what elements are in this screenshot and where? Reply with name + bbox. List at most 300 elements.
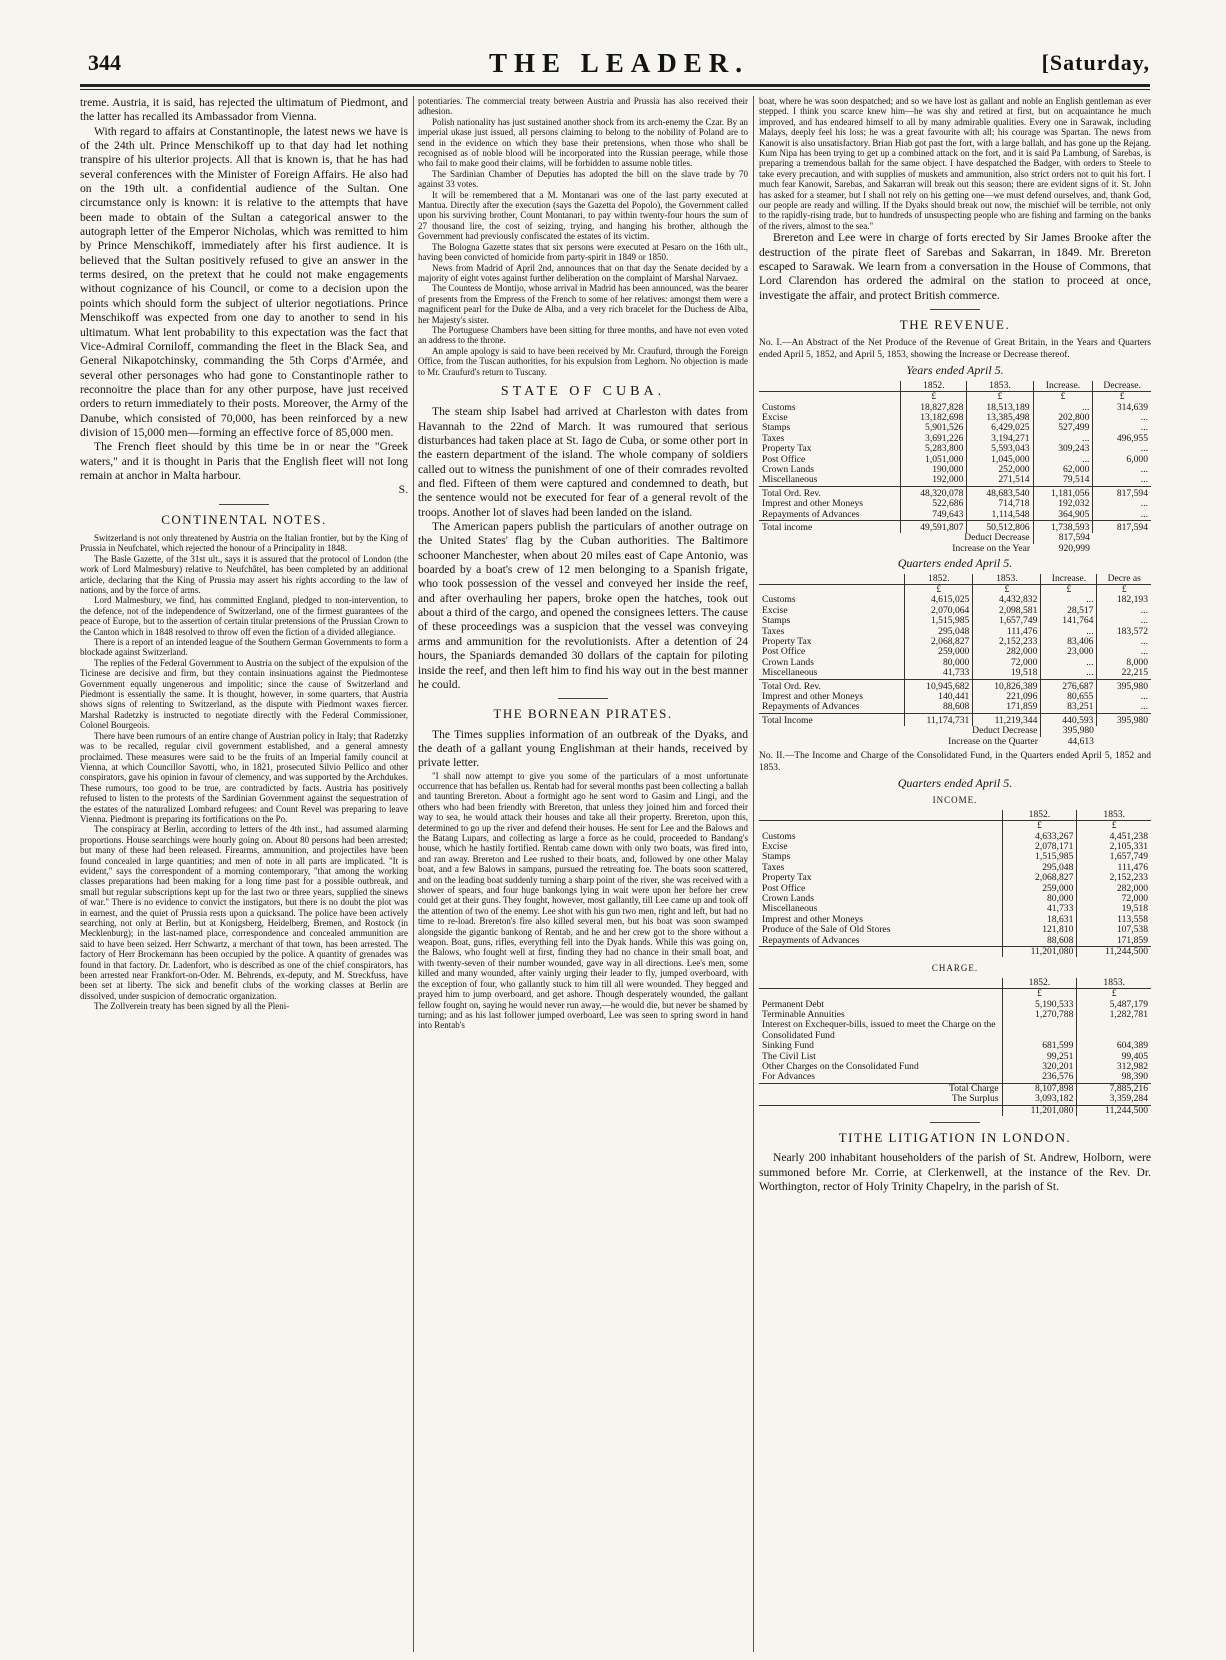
unit-cell <box>759 821 1002 832</box>
cell: 4,615,025 <box>905 595 973 605</box>
cell: ... <box>1041 668 1097 679</box>
table-row <box>759 873 1151 883</box>
table-row <box>759 1041 1151 1051</box>
column-rule <box>753 96 754 1652</box>
cell: 282,000 <box>1077 884 1151 894</box>
paragraph: The Sardinian Chamber of Deputies has adopted the bill on the slave trade by 70 against 33 votes. <box>418 168 748 190</box>
row-label: Produce of the Sale of Old Stores <box>762 924 891 936</box>
page-number: 344 <box>88 50 121 75</box>
paragraph: boat, where he was soon despatched; and so we have lost as gallant and noble an English gentleman as ever stepped. I think you scarce knew him—he was shy and retired at first, but on acquaintance he much improved, and has endeared himself to all by many admirable qualities. Every one in Sarawak, including Malays, deeply feel his loss; he was a great favourite with all; his courage was Spartan. The news from Kanowit is also unsatisfactory. Brian Hiab got past the fort, with a large ballah, and has gone up the Rejang. Kum Nipa has been trying to get up a combined attack on the fort, and it is said Pa Lambung, of Sarebas, is preparing a tremendous ballah for the same object. I have despatched the Badger, with orders to Steele to take every precaution, and with supplies of muskets and ammunition, also strict orders not to quit his fort. I much fear Kanowit, Sarebas, and Sakarran will break out this season; there are evident signs of it. St. John has asked for a steamer, but I shall not rely on his getting one—we must defend ourselves, and, thank God, our people are ready and willing. If the Dyaks should break out now, the mischief will be terrible, not only to the rapidly-rising trade, but to hundreds of unsuspecting people who are fishing and farming on the banks of the rivers, almost to the sea." <box>759 96 1151 231</box>
cell: 221,096 <box>973 692 1041 702</box>
cell: 192,032 <box>1033 499 1093 509</box>
cell: 295,048 <box>1002 863 1077 873</box>
column-header: 1852. <box>905 574 973 585</box>
paragraph: There is a report of an intended league of the Southern German Governments to form a blockade against Switzerland. <box>80 637 408 658</box>
cell: 2,068,827 <box>1002 873 1077 883</box>
row-label: Property Tax <box>762 872 812 884</box>
paragraph: Brereton and Lee were in charge of forts erected by Sir James Brooke after the destruction of the pirate fleet of Sarebas and Sakarran, in 1849. Mr. Brereton escaped to Sarawak. We learn from a conversation in the House of Commons, that Lord Clarendon has ordered the admiral on the station to proceed at once, investigate the affair, and protect British commerce. <box>759 231 1151 302</box>
unit-cell: £ <box>1033 392 1093 403</box>
cell: ... <box>1097 647 1151 657</box>
cell: ... <box>1097 606 1151 616</box>
row-label: Customs <box>762 401 796 413</box>
cell: 3,691,226 <box>901 434 967 444</box>
cell: 10,945,682 <box>905 679 973 692</box>
cell: 18,513,189 <box>967 403 1033 413</box>
cell: 817,594 <box>1033 533 1093 543</box>
unit-cell: £ <box>1002 989 1077 1000</box>
row-label: The Civil List <box>762 1050 816 1062</box>
row-label: Property Tax <box>762 635 812 647</box>
cell: 271,514 <box>967 475 1033 486</box>
cell: 496,955 <box>1093 434 1151 444</box>
row-label: Miscellaneous <box>762 474 818 486</box>
unit-cell: £ <box>967 392 1033 403</box>
paragraph: News from Madrid of April 2nd, announces that on that day the Senate decided by a majority of eight votes against further deliberation on the complaint of Marshal Narvaez. <box>418 262 748 283</box>
cell: 99,405 <box>1077 1052 1151 1062</box>
paragraph: "I shall now attempt to give you some of the particulars of a most unfortunate occurrence that has befallen us. Rentab had for several months past been collecting a ballah and taunting Brereton. About a fortnight ago he sent word to Gasim and Lingi, and the others who had been friendly with Brereton, that unless they joined him and forced their way to sea, he would attack their houses and take all their property. Brereton, upon this, determined to go up the river and defend their houses. He sent for Lee and the Balows and the Batang Lupars, and collecting as large a force as he could, proceeded to Bandang's house, which he hastily fortified. Rentab came down with only two boats, was fired into, and ran away. Brereton and Lee rushed to their boats, and, followed by one other Malay boat, and a few Balows in sampans, pursued the retreating foe. The boats soon scattered, and on the leading boat suddenly turning a sharp point of the river, she was received with a shower of spears, and four huge bankongs lying in wait were upon her before her crew could get at their guns. They fought, however, most gallantly, till Lee came up and took off the attention of two of the enemy. Lee shot with his gun two men, right and left, but had no time to re-load. Brereton's fire also killed several men, but his boat was soon swamped alongside the gigantic bankong of Rentab, and he and her crew got to the shore without a weapon. Boat, guns, rifles, everything fell into the Dyak hands. While this was going on, the Balows, who fought well at first, finding they had no chance in their small boat, and with twenty-seven of their number wounded, gave way in all directions. Lee's men, some killed and many wounded, after vainly urging their leader to fly, jumped overboard, with the exception of four, who gallantly stuck to him till all were wounded. They begged and prayed him to jump overboard, and get ashore. Though desperately wounded, the gallant fellow fought on, saying he would never run away,—he would die, but never be shamed by turning; and as his last follower jumped overboard, Lee was seen to spring sword in hand into Rentab's <box>418 770 748 1031</box>
paragraph: There have been rumours of an entire change of Austrian policy in Italy; that Radetzky was to be recalled, regular civil government established, and a general amnesty proclaimed. These measures were said to be the fruits of an Imperial family council at Vienna, at which Councillor Savotti, who, in 1821, prosecuted Silvio Pellico and other conspirators, gave his opinion in favour of clemency, and was supported by the Archdukes. These rumours, too good to be true, are contradicted by facts. Austria has positively refused to listen to the protests of the Sardinian Government against the sequestration of the estates of the naturalized Lombard refugees: and Count Revel was preparing to leave Vienna. Piedmont is preparing its fortifications on the Po. <box>80 730 408 824</box>
paragraph: The Countess de Montijo, whose arrival in Madrid has been announced, was the bearer of presents from the Empress of the French to some of her relatives: amongst them were a magnificent pearl for the Duke de Alba, and a very rich bracelet for the Duchess de Alba, her Majesty's sister. <box>418 283 748 325</box>
cell: 80,655 <box>1041 692 1097 702</box>
cell: 2,152,233 <box>973 637 1041 647</box>
consolidated-charge-table <box>759 978 1151 1116</box>
cell: 140,441 <box>905 692 973 702</box>
row-label: Excise <box>762 604 788 616</box>
table-row <box>759 702 1151 713</box>
cell: 72,000 <box>1077 894 1151 904</box>
row-label: Crown Lands <box>762 463 814 475</box>
row-label: Post Office <box>762 882 806 894</box>
cell: 5,901,526 <box>901 423 967 433</box>
cell: 171,859 <box>973 702 1041 713</box>
cell: 2,098,581 <box>973 606 1041 616</box>
cell: 5,593,043 <box>967 444 1033 454</box>
row-label: Stamps <box>762 615 791 627</box>
cell: 19,518 <box>1077 904 1151 914</box>
section-heading-tithe: TITHE LITIGATION IN LONDON. <box>838 1130 1072 1146</box>
unit-cell: £ <box>905 584 973 595</box>
cell: ... <box>1093 499 1151 509</box>
paragraph: The replies of the Federal Government to Austria on the subject of the expulsion of the Ticinese are decisive and firm, but they contain insinuations against the Piedmontese Government equally ungenerous and impolitic; since the cause of Switzerland and Piedmont is essentially the same. It is thought, however, in some quarters, that Austria shows signs of relenting to Switzerland, as the dispute with Piedmont waxes fiercer. Marshal Radetzky is instructed to negotiate directly with the Federal Commissioner, Colonel Bourgeois. <box>80 657 408 731</box>
paragraph: Polish nationality has just sustained another shock from its arch-enemy the Czar. By an imperial ukase just issued, all persons claiming to belong to the nobility of Poland are to send in the evidence on which they base their pretensions, when those who shall be recognised as of noble blood will be incorporated into the Russian peerage, while those who fail to make good their claims, will be forbidden to assume noble titles. <box>418 116 748 169</box>
table-row <box>759 1062 1151 1072</box>
paragraph: Lord Malmesbury, we find, has committed England, pledged to non-intervention, to the defence, not of the independence of Switzerland, one of the firmest guarantees of the peace of Europe, but to the assertion of certain titular pretensions of the Prussian Crown to the Canton which in 1848 resolved to throw off even the fiction of a divided allegiance. <box>80 595 408 637</box>
paragraph: An ample apology is said to have been received by Mr. Craufurd, through the Foreign Office, from the Tuscan authorities, for his expulsion from Leghorn. No objection is made to Mr. Craufurd's return to Tuscany. <box>418 345 748 377</box>
section-heading-cuba: STATE OF CUBA. <box>500 383 666 399</box>
cell: 28,517 <box>1041 606 1097 616</box>
cell: 314,639 <box>1093 403 1151 413</box>
paragraph: The steam ship Isabel had arrived at Charleston with dates from Havannah to the 22nd of March. It was rumoured that serious disturbances had taken place at St. Iago de Cuba, or some other port in the eastern department of the island. The whole company of soldiers called out to witness the punishment of one of their comrades revolted and fled. Fifteen of them were captured and condemned to death, but the sentence would not be executed for fear of a general revolt of the troops. Another lot of slaves had been landed on the island. <box>418 405 748 519</box>
column-3 <box>759 96 1151 1652</box>
row-label: Interest on Exchequer-bills, issued to meet the Charge on the Consolidated Fund <box>762 1019 996 1041</box>
table-subheading: CHARGE. <box>931 963 979 974</box>
row-label: Excise <box>762 411 788 423</box>
row-label: Total Income <box>759 713 905 726</box>
cell: 11,244,500 <box>1077 947 1151 958</box>
section-heading-continental: CONTINENTAL NOTES. <box>161 511 327 527</box>
cell: 259,000 <box>1002 884 1077 894</box>
cell: 202,800 <box>1033 413 1093 423</box>
column-header: 1853. <box>1077 810 1151 821</box>
cell: 80,000 <box>1002 894 1077 904</box>
cell: 121,810 <box>1002 925 1077 935</box>
cell: 98,390 <box>1077 1072 1151 1083</box>
cell: 18,827,828 <box>901 403 967 413</box>
cell: 1,657,749 <box>1077 852 1151 862</box>
paragraph: Switzerland is not only threatened by Austria on the Italian frontier, but by the King of Prussia in Neufchatel, which rejected the honour of a Principality in 1848. <box>80 532 408 554</box>
paragraph: The Times supplies information of an outbreak of the Dyaks, and the death of a gallant young Englishman at their hands, received by private letter. <box>418 727 748 770</box>
cell: ... <box>1093 475 1151 486</box>
row-label: The Surplus <box>951 1093 999 1105</box>
cell: 6,429,025 <box>967 423 1033 433</box>
cell: 5,190,533 <box>1002 1000 1077 1010</box>
cell: 5,487,179 <box>1077 1000 1151 1010</box>
cell: 749,643 <box>901 510 967 521</box>
cell: ... <box>1041 595 1097 605</box>
row-label: Increase on the Year <box>952 542 1031 554</box>
cell: 817,594 <box>1093 520 1151 533</box>
cell: 2,078,171 <box>1002 842 1077 852</box>
cell: ... <box>1093 465 1151 475</box>
column-header: 1853. <box>1077 978 1151 989</box>
cell: ... <box>1033 455 1093 465</box>
cell: 440,593 <box>1041 713 1097 726</box>
cell: 4,451,238 <box>1077 832 1151 842</box>
column-header: Decre as <box>1097 574 1151 585</box>
table-row <box>759 1094 1151 1105</box>
cell: 83,251 <box>1041 702 1097 713</box>
cell: 320,201 <box>1002 1062 1077 1072</box>
table-subheading: Quarters ended April 5. <box>897 776 1013 791</box>
row-label: Repayments of Advances <box>762 701 860 713</box>
cell: 88,608 <box>1002 936 1077 947</box>
row-label: Imprest and other Moneys <box>762 913 863 925</box>
cell: 6,000 <box>1093 455 1151 465</box>
column-header <box>759 978 1002 989</box>
cell: 41,733 <box>1002 904 1077 914</box>
table-row <box>759 863 1151 873</box>
revenue-table-quarters <box>759 574 1151 748</box>
section-rule <box>558 698 608 699</box>
cell: 312,982 <box>1077 1062 1151 1072</box>
column-header <box>759 381 901 392</box>
cell: ... <box>1041 658 1097 668</box>
row-label: Taxes <box>762 625 785 637</box>
cell: 79,514 <box>1033 475 1093 486</box>
table-row <box>759 1072 1151 1083</box>
row-label: Taxes <box>762 432 785 444</box>
table-subheading: Quarters ended April 5. <box>897 556 1013 571</box>
unit-cell: £ <box>1097 584 1151 595</box>
consolidated-income-table <box>759 810 1151 958</box>
section-heading-bornean: THE BORNEAN PIRATES. <box>493 706 673 722</box>
paragraph: Nearly 200 inhabitant householders of the parish of St. Andrew, Holborn, were summoned before Mr. Corrie, at Clerkenwell, at the instance of the Rev. Dr. Worthington, rector of Holy Trinity Chapelry, in the parish of St. <box>759 1151 1151 1194</box>
row-label <box>759 1105 1002 1116</box>
cell: 72,000 <box>973 658 1041 668</box>
cell: 192,000 <box>901 475 967 486</box>
table-row <box>759 475 1151 486</box>
cell: 4,432,832 <box>973 595 1041 605</box>
row-label: Post Office <box>762 646 806 658</box>
cell: ... <box>1093 444 1151 454</box>
cell: 3,093,182 <box>1002 1094 1077 1105</box>
cell: ... <box>1097 702 1151 713</box>
masthead-rule-thin <box>80 89 1150 90</box>
cell: 2,070,064 <box>905 606 973 616</box>
cell: 111,476 <box>973 627 1041 637</box>
cell: 714,718 <box>967 499 1033 509</box>
row-label: Property Tax <box>762 443 812 455</box>
row-label: Other Charges on the Consolidated Fund <box>762 1061 919 1072</box>
cell: 23,000 <box>1041 647 1097 657</box>
cell: 111,476 <box>1077 863 1151 873</box>
table-caption: No. II.—The Income and Charge of the Consolidated Fund, in the Quarters ended April 5, 1852 and 1853. <box>759 751 1151 773</box>
cell: 22,215 <box>1097 668 1151 679</box>
table-row <box>759 499 1151 509</box>
row-label: Total income <box>759 520 901 533</box>
row-label: Deduct Decrease <box>964 532 1030 544</box>
cell: 113,558 <box>1077 915 1151 925</box>
section-heading-revenue: THE REVENUE. <box>899 317 1011 332</box>
table-row <box>759 520 1151 533</box>
cell: 522,686 <box>901 499 967 509</box>
row-label: Stamps <box>762 422 791 434</box>
cell: 13,182,698 <box>901 413 967 423</box>
column-2 <box>418 96 748 1652</box>
cell: ... <box>1033 434 1093 444</box>
cell: 1,045,000 <box>967 455 1033 465</box>
row-label: Post Office <box>762 453 806 465</box>
row-label: Total Ord. Rev. <box>759 486 901 499</box>
cell: 236,576 <box>1002 1072 1077 1083</box>
column-header: 1853. <box>967 381 1033 392</box>
cell: 8,000 <box>1097 658 1151 668</box>
column-header: 1853. <box>973 574 1041 585</box>
table-row <box>759 947 1151 958</box>
unit-cell: £ <box>901 392 967 403</box>
column-1 <box>80 96 408 1652</box>
cell: ... <box>1093 510 1151 521</box>
section-rule <box>930 1122 980 1123</box>
row-label: Crown Lands <box>762 892 814 904</box>
paragraph: The Basle Gazette, of the 31st ult., says it is assured that the protocol of London (the work of Lord Malmesbury) relative to Neufchâtel, has been completed by an additional article, declaring that the King of Prussia may assert his rights according to the law of nations, and by the force of arms. <box>80 553 408 595</box>
row-label <box>759 947 1002 958</box>
row-label: Excise <box>762 840 788 852</box>
column-rule <box>413 96 414 1652</box>
cell: 7,885,216 <box>1077 1083 1151 1094</box>
row-label: Total Charge <box>759 1083 1002 1094</box>
cell: 19,518 <box>973 668 1041 679</box>
paragraph: potentiaries. The commercial treaty between Austria and Prussia has also received their adhesion. <box>418 96 748 117</box>
paragraph: With regard to affairs at Constantinople, the latest news we have is of the 24th ult. Prince Menschikoff up to that day had let nothing transpire of his ulterior projects. All that is known is, that he has had several conferences with the Minister of Foreign Affairs. He also had on the 19th ult. a confidential audience of the Sultan. One circumstance only is known: it is relative to the attempts that have been made to obtain of the Sultan a categorical answer to the autograph letter of the Emperor Nicholas, which was remitted to him by Prince Menschikoff, immediately after his first audience. It is believed that the Sultan positively refused to give an answer in the terms desired, on the pretext that he could not make engagements without cognizance of his Council, or come to a decision upon the points which should form the subject of ulterior negotiations. Prince Menschikoff was expected from one day to another to send in his ultimatum. What lent probability to this expectation was the fact that Vice-Admiral Corniloff, commanding the fleet in the Black Sea, and General Nikapotchinsky, commanding the 5th Corps d'Armée, and several other personages who had gone to Constantinople rather to reconnoitre the place than for any other purpose, have just received orders to return immediately to their posts. Moreover, the Army of the Danube, which consisted of 70,000, has been reinforced by a new division of 15,000 men—forming an effective force of 85,000 men. <box>80 124 408 439</box>
cell: 1,738,593 <box>1033 520 1093 533</box>
table-row <box>759 668 1151 679</box>
cell: 252,000 <box>967 465 1033 475</box>
issue-day: [Saturday, <box>1041 50 1150 75</box>
unit-cell: £ <box>1077 821 1151 832</box>
newspaper-title: THE LEADER. <box>488 48 750 78</box>
cell: 1,282,781 <box>1077 1010 1151 1020</box>
table-row <box>759 842 1151 852</box>
cell: 99,251 <box>1002 1052 1077 1062</box>
cell: 83,406 <box>1041 637 1097 647</box>
cell: 18,631 <box>1002 915 1077 925</box>
cell: 1,515,985 <box>1002 852 1077 862</box>
row-label: Increase on the Quarter <box>948 735 1038 747</box>
cell: 920,999 <box>1058 542 1090 554</box>
paragraph: The Bologna Gazette states that six persons were executed at Pesaro on the 16th ult., having been convicted of homicide from party-spirit in 1849 or 1850. <box>418 241 748 263</box>
row-label: Miscellaneous <box>762 667 818 679</box>
cell: 681,599 <box>1002 1041 1077 1051</box>
cell: ... <box>1093 413 1151 423</box>
table-row <box>759 510 1151 521</box>
column-header: Increase. <box>1033 381 1093 392</box>
paragraph: The American papers publish the particulars of another outrage on the United States' flag by the Cuban authorities. The Baltimore schooner Manchester, when about 20 miles east of Cape Antonio, was boarded by a boat's crew of 12 men belonging to a Spanish frigate, who took possession of the vessel and conveyed her inside the reef, and after overhauling her papers, broke open the hatches, took out about a third of the cargo, and opened the consignees letters. The cause of these proceedings was a suspicion that the vessel was conveying arms and ammunition for the revolutionists. After a detention of 24 hours, the Spaniards demanded 30 dollars of the captain for piloting inside the reef, and then left him to find his way out in the best manner he could. <box>418 520 748 691</box>
cell: 11,201,080 <box>1002 1105 1077 1116</box>
cell: 276,687 <box>1041 679 1097 692</box>
table-subheading: INCOME. <box>932 795 978 806</box>
cell <box>1077 1020 1151 1041</box>
unit-cell <box>759 392 901 403</box>
cell: ... <box>1097 616 1151 626</box>
cell: 527,499 <box>1033 423 1093 433</box>
table-row <box>759 894 1151 904</box>
cell: 44,613 <box>1067 735 1094 747</box>
row-label: Repayments of Advances <box>762 508 860 520</box>
cell: 2,105,331 <box>1077 842 1151 852</box>
cell: 11,174,731 <box>905 713 973 726</box>
table-caption: No. I.—An Abstract of the Net Produce of the Revenue of Great Britain, in the Years and Quarters ended April 5, 1852, and April 5, 1853, showing the Increase or Decrease thereof. <box>759 338 1151 360</box>
unit-cell: £ <box>1041 584 1097 595</box>
row-label: For Advances <box>762 1071 816 1083</box>
cell: 107,538 <box>1077 925 1151 935</box>
column-header: Decrease. <box>1093 381 1151 392</box>
cell: 62,000 <box>1033 465 1093 475</box>
cell: 13,385,498 <box>967 413 1033 423</box>
cell: 48,683,540 <box>967 486 1033 499</box>
cell: 5,283,800 <box>901 444 967 454</box>
section-rule <box>219 504 269 505</box>
cell: 1,657,749 <box>973 616 1041 626</box>
row-label: Imprest and other Moneys <box>762 691 863 702</box>
paragraph: The Zollverein treaty has been signed by all the Pleni- <box>94 1001 290 1012</box>
cell: 295,048 <box>905 627 973 637</box>
unit-cell: £ <box>1077 989 1151 1000</box>
cell: 11,201,080 <box>1002 947 1077 958</box>
unit-cell: £ <box>1002 821 1077 832</box>
cell: 41,733 <box>905 668 973 679</box>
row-label: Sinking Fund <box>762 1040 814 1052</box>
cell: 4,633,267 <box>1002 832 1077 842</box>
cell: ... <box>1093 423 1151 433</box>
row-label: Customs <box>762 594 796 606</box>
table-row <box>759 444 1151 454</box>
cell: 11,244,500 <box>1077 1105 1151 1116</box>
cell: ... <box>1033 403 1093 413</box>
cell: 11,219,344 <box>973 713 1041 726</box>
cell: 2,068,827 <box>905 637 973 647</box>
row-label: Permanent Debt <box>762 998 825 1010</box>
cell: 183,572 <box>1097 627 1151 637</box>
row-label: Total Ord. Rev. <box>759 679 905 692</box>
column-header: 1852. <box>901 381 967 392</box>
row-label: Repayments of Advances <box>762 934 860 946</box>
table-row <box>759 1105 1151 1116</box>
paragraph: The French fleet should by this time be in or near the "Greek waters," and it is thought in Paris that the English fleet will not long remain at anchor in Malta harbour. <box>80 440 408 482</box>
cell: 3,359,284 <box>1077 1094 1151 1105</box>
column-header <box>759 574 905 585</box>
row-label: Imprest and other Moneys <box>762 498 863 510</box>
cell: 49,591,807 <box>901 520 967 533</box>
table-row <box>759 1020 1151 1041</box>
table-row <box>759 832 1151 842</box>
cell: 80,000 <box>905 658 973 668</box>
paragraph: The conspiracy at Berlin, according to letters of the 4th inst., had assumed alarming proportions. House searchings were hourly going on. About 80 persons had been arrested; but many of these had been released. Firearms, ammunition, and projectiles have been found concealed in large quantities; and men of note in all parts are implicated. "It is evident," says the correspondent of a morning contemporary, "that among the working classes preparations had been making for a long time past for a possible outbreak, and small but regular subscriptions kept up for the last two or three years, supplied the sinews of war." There is no evidence to convict the instigators, but there is no doubt the plot was in earnest, and the quiet of Prussia rests upon a quicksand. The police have been actively searching, not only at Berlin, but at Konigsberg, Heidelberg, Bremen, and Rostock (in Mecklenburg); in the last-named place, correspondence and concealed ammunition are said to have been seized. Herr Schwartz, a merchant of that town, has been arrested. The factory of Herr Brockemann has been occupied by the police. A quantity of grenades was found in that factory. Dr. Ladenfort, who is described as one of the chief conspirators, has been arrested near Frankfort-on-Oder. M. Behrends, ex-deputy, and M. Streckfuss, have been set at liberty. The sick and benefit clubs of the working classes at Berlin are dissolved, under suspicion of democratic organization. <box>80 824 408 1001</box>
cell: ... <box>1097 637 1151 647</box>
table-row <box>759 884 1151 894</box>
cell: 50,512,806 <box>967 520 1033 533</box>
cell: 1,051,000 <box>901 455 967 465</box>
cell: 182,193 <box>1097 595 1151 605</box>
cell: 3,194,271 <box>967 434 1033 444</box>
unit-cell: £ <box>973 584 1041 595</box>
cell: 259,000 <box>905 647 973 657</box>
unit-cell <box>759 989 1002 1000</box>
row-label: Stamps <box>762 851 791 863</box>
row-label: Customs <box>762 830 796 842</box>
cell: 309,243 <box>1033 444 1093 454</box>
cell: 88,608 <box>905 702 973 713</box>
row-label: Terminable Annuities <box>762 1008 845 1020</box>
row-label: Crown Lands <box>762 656 814 668</box>
cell: ... <box>1041 627 1097 637</box>
cell: 395,980 <box>1041 726 1097 736</box>
cell: 604,389 <box>1077 1041 1151 1051</box>
table-subheading: Years ended April 5. <box>906 363 1004 378</box>
paragraph: The Portuguese Chambers have been sitting for three months, and have not even voted an address to the throne. <box>418 324 748 346</box>
paragraph: It will be remembered that a M. Montanari was one of the last party executed at Mantua. Directly after the execution (says the Gazetta del Popolo), the Government called upon his surviving brother, Count Montanari, to pay within twenty-four hours the sum of 27 thousand lire, the cost of seizing, trying, and hanging his brother, although the Government had previously confiscated the estates of its victim. <box>418 189 748 242</box>
table-row <box>759 616 1151 626</box>
table-row <box>759 737 1151 747</box>
revenue-table-years <box>759 381 1151 555</box>
cell: 817,594 <box>1093 486 1151 499</box>
cell: 10,826,389 <box>973 679 1041 692</box>
cell: 364,905 <box>1033 510 1093 521</box>
cell: 1,114,548 <box>967 510 1033 521</box>
table-row <box>759 852 1151 862</box>
unit-cell: £ <box>1093 392 1151 403</box>
section-rule <box>930 309 980 310</box>
cell: 1,181,056 <box>1033 486 1093 499</box>
cell: 395,980 <box>1097 679 1151 692</box>
column-header: Increase. <box>1041 574 1097 585</box>
column-header: 1852. <box>1002 810 1077 821</box>
masthead <box>88 48 1150 84</box>
cell: 282,000 <box>973 647 1041 657</box>
cell: 48,320,078 <box>901 486 967 499</box>
cell: 1,515,985 <box>905 616 973 626</box>
cell: 171,859 <box>1077 936 1151 947</box>
cell: 2,152,233 <box>1077 873 1151 883</box>
cell: 141,764 <box>1041 616 1097 626</box>
cell: 395,980 <box>1097 713 1151 726</box>
column-header <box>759 810 1002 821</box>
column-header: 1852. <box>1002 978 1077 989</box>
table-row <box>759 936 1151 947</box>
row-label: Taxes <box>762 861 785 873</box>
cell: 190,000 <box>901 465 967 475</box>
masthead-rule-thick <box>80 84 1150 87</box>
